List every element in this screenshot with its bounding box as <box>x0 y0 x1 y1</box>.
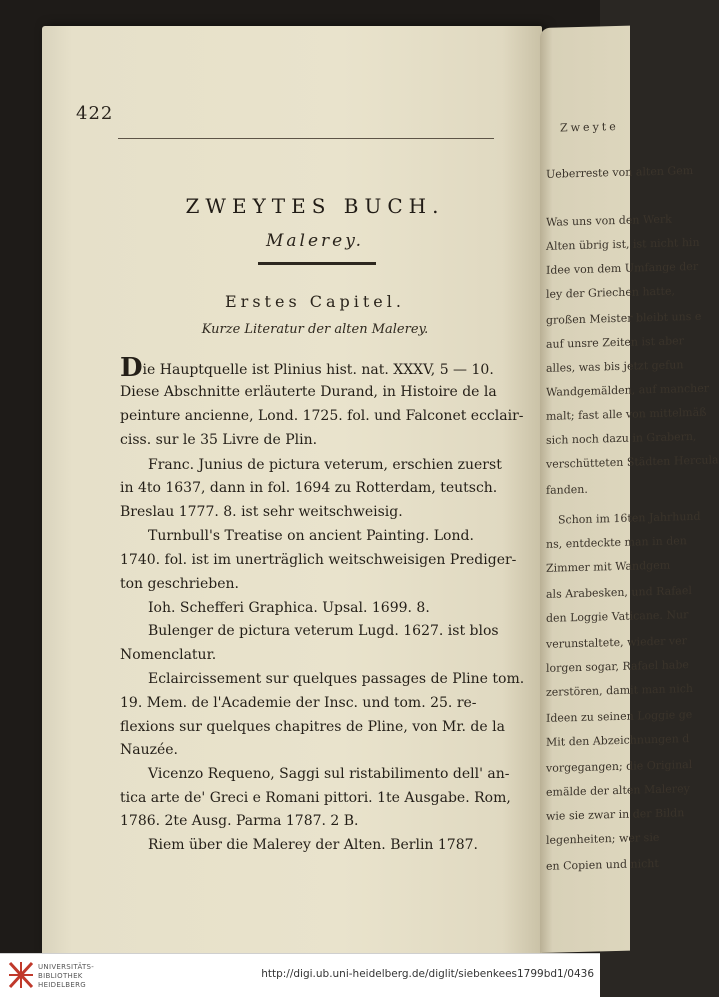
text-line: Nauzée. <box>120 742 179 758</box>
facing-text-line: Ueberreste von alten Gem <box>546 163 694 181</box>
facing-text-line: en Copien und nicht <box>546 856 659 873</box>
page-number: 422 <box>76 103 114 124</box>
facing-text-line: als Arabesken, und Rafael <box>546 584 692 601</box>
text-line: flexions sur quelques chapitres de Pline, von Mr. de la <box>120 719 505 735</box>
facing-text-line: sich noch dazu in Grabern, <box>546 429 697 447</box>
logo-text-line-1: UNIVERSITÄTS- <box>38 963 95 971</box>
facing-text-line: Wandgemälden, auf mancher <box>546 381 710 399</box>
facing-text-line: ley der Griechen hatte, <box>546 284 675 301</box>
text-line: Riem über die Malerey der Alten. Berlin 1787. <box>148 837 478 853</box>
text-line: ciss. sur le 35 Livre de Plin. <box>120 432 318 448</box>
chapter-heading: Erstes Capitel. <box>225 292 405 311</box>
text-line: peinture ancienne, Lond. 1725. fol. und Falconet ecclair- <box>120 408 524 424</box>
facing-text-line: den Loggie Vaticane. Nur <box>546 608 689 625</box>
source-url-link[interactable]: http://digi.ub.uni-heidelberg.de/diglit/siebenkees1799bd1/0436 <box>261 968 594 980</box>
facing-text-line: Idee von dem Umfange der <box>546 259 699 277</box>
university-library-logo-icon <box>8 961 34 989</box>
text-line: Nomenclatur. <box>120 647 217 663</box>
facing-text-line: zerstören, damit man nich <box>546 681 693 699</box>
facing-text-line: Ideen zu seinen Loggie ge <box>546 708 693 725</box>
text-line: 1786. 2te Ausg. Parma 1787. 2 B. <box>120 813 359 829</box>
text-line: in 4to 1637, dann in fol. 1694 zu Rotterdam, teutsch. <box>120 480 498 496</box>
viewer-footer <box>0 953 600 997</box>
facing-text-line: Was uns von den Werk <box>546 212 672 229</box>
text-line-content: ie Hauptquelle ist Plinius hist. nat. XXXV, 5 — 10. <box>142 362 494 378</box>
text-line: Franc. Junius de pictura veterum, erschien zuerst <box>148 457 502 473</box>
header-rule <box>118 138 494 139</box>
facing-text-line: Mit den Abzeichnungen d <box>546 732 690 749</box>
facing-text-line: fanden. <box>546 482 588 497</box>
text-line: Ioh. Schefferi Graphica. Upsal. 1699. 8. <box>148 600 430 616</box>
facing-text-line: Zweyte <box>560 119 619 135</box>
facing-text-line: emälde der alten Malerey <box>546 782 690 799</box>
subject-rule <box>258 262 376 265</box>
facing-text-line: alles, was bis jetzt gefun <box>546 358 684 375</box>
book-heading: ZWEYTES BUCH. <box>185 194 445 218</box>
facing-text-line: Alten übrig ist, ist nicht hin <box>546 235 700 253</box>
facing-text-line: vorgegangen; die Original <box>546 758 693 775</box>
chapter-subtitle: Kurze Literatur der alten Malerey. <box>201 322 429 337</box>
facing-text-line: ns, entdeckte man in den <box>546 534 687 551</box>
logo-text-line-2: BIBLIOTHEK <box>38 972 83 980</box>
text-line: Eclaircissement sur quelques passages de Pline tom. <box>148 671 525 687</box>
facing-text-line: verschütteten Städten Hercula <box>546 453 719 471</box>
text-line: Vicenzo Requeno, Saggi sul ristabilimento dell' an- <box>148 766 510 782</box>
facing-text-line: verunstaltete, wieder ver <box>546 634 687 651</box>
facing-text-line: wie sie zwar in der Bildn <box>546 806 685 823</box>
facing-text-line: malt; fast alle von mittelmäß <box>546 405 707 423</box>
text-line: ton geschrieben. <box>120 576 239 592</box>
text-line: tica arte de' Greci e Romani pittori. 1te Ausgabe. Rom, <box>120 790 511 806</box>
facing-page <box>540 26 719 953</box>
drop-capital: D <box>120 353 143 383</box>
facing-text-line: auf unsre Zeiten ist aber <box>546 334 684 351</box>
text-line: Turnbull's Treatise on ancient Painting. Lond. <box>148 528 474 544</box>
text-line: Diese Abschnitte erläuterte Durand, in Histoire de la <box>120 384 497 400</box>
facing-text-line: lorgen sogar, Rafael habe <box>546 658 689 675</box>
facing-text-line: großen Meister bleibt uns e <box>546 309 702 327</box>
facing-text-line: Zimmer mit Wandgem <box>546 558 671 575</box>
text-line: Breslau 1777. 8. ist sehr weitschweisig. <box>120 504 403 520</box>
text-line <box>120 353 502 383</box>
book-subject: Malerey. <box>266 231 364 251</box>
logo-text-line-3: HEIDELBERG <box>38 981 86 989</box>
text-line: 1740. fol. ist im unerträglich weitschweisigen Prediger- <box>120 552 517 568</box>
text-line: Bulenger de pictura veterum Lugd. 1627. ist blos <box>148 623 499 639</box>
text-line: 19. Mem. de l'Academie der Insc. und tom. 25. re- <box>120 695 477 711</box>
facing-text-line: legenheiten; wer sie <box>546 830 660 847</box>
facing-text-line: Schon im 16ten Jahrhund <box>558 509 701 527</box>
